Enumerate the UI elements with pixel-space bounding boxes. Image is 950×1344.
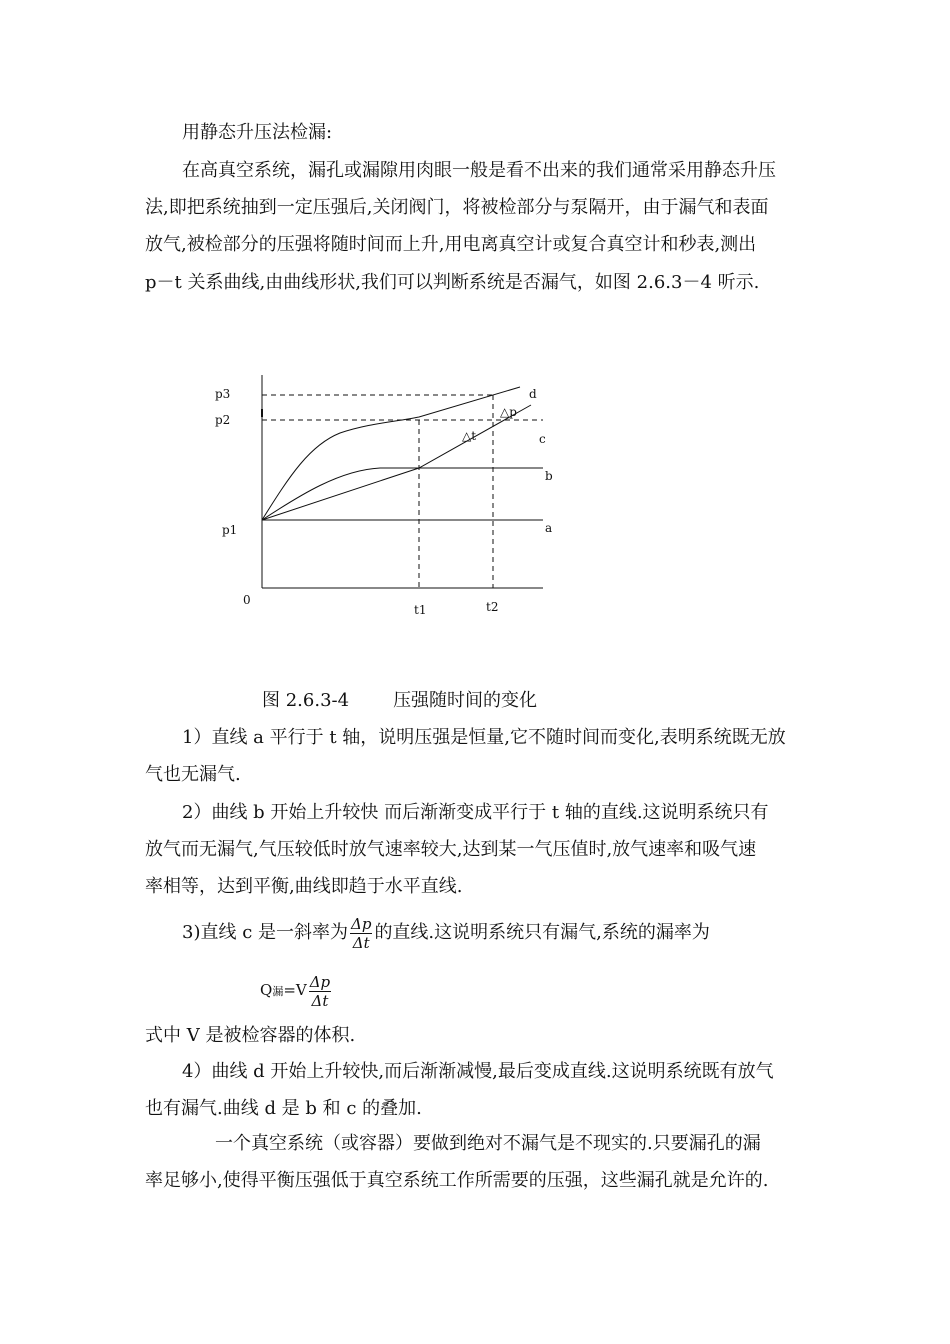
point-3-line	[182, 912, 710, 954]
caption-text: 压强随时间的变化	[393, 690, 538, 711]
formula-equals-v: =V	[283, 981, 307, 999]
point-2-line-1: 2）曲线 b 开始上升较快 而后渐渐变成平行于 t 轴的直线.这说明系统只有	[182, 802, 769, 823]
label-curve-d: d	[529, 387, 537, 401]
formula-denominator: Δt	[311, 991, 329, 1010]
point-3-prefix: 3)直线 c 是一斜率为	[182, 922, 348, 943]
curve-d-line	[262, 387, 520, 520]
volume-note: 式中 V 是被检容器的体积.	[145, 1025, 356, 1046]
label-p2: p2	[215, 413, 231, 427]
intro-line-2: 法,即把系统抽到一定压强后,关闭阀门，将被检部分与泵隔开，由于漏气和表面	[145, 197, 769, 218]
fraction-denominator: Δt	[352, 933, 370, 952]
closing-line-1: 一个真空系统（或容器）要做到绝对不漏气是不现实的.只要漏孔的漏	[215, 1133, 761, 1154]
curve-b-line	[262, 468, 543, 520]
point-1-line-1: 1）直线 a 平行于 t 轴，说明压强是恒量,它不随时间而变化,表明系统既无放	[182, 727, 786, 748]
point-3-suffix: 的直线.这说明系统只有漏气,系统的漏率为	[374, 922, 710, 943]
label-p3: p3	[215, 387, 231, 401]
pressure-time-chart	[200, 375, 580, 625]
slope-fraction	[350, 915, 372, 952]
label-t1: t1	[414, 603, 427, 617]
leak-rate-formula	[260, 968, 333, 1014]
point-4-line-1: 4）曲线 d 开始上升较快,而后渐渐减慢,最后变成直线.这说明系统既有放气	[182, 1061, 774, 1082]
section-heading: 用静态升压法检漏:	[182, 122, 333, 143]
label-origin: 0	[243, 593, 251, 607]
fraction-numerator: Δp	[351, 914, 372, 933]
curve-c-line	[262, 405, 531, 520]
formula-subscript: 漏	[272, 985, 284, 998]
point-2-line-2: 放气而无漏气,气压较低时放气速率较大,达到某一气压值时,放气速率和吸气速	[145, 839, 757, 860]
formula-numerator: Δp	[309, 972, 331, 991]
label-p1: p1	[222, 523, 238, 537]
label-delta-t: △t	[462, 429, 477, 443]
label-curve-b: b	[545, 469, 553, 483]
intro-line-4: p－t 关系曲线,由曲线形状,我们可以判断系统是否漏气，如图 2.6.3－4 听示.	[145, 272, 760, 293]
label-t2: t2	[486, 600, 499, 614]
intro-line-3: 放气,被检部分的压强将随时间而上升,用电离真空计或复合真空计和秒表,测出	[145, 234, 757, 255]
label-delta-p: △p	[500, 405, 517, 419]
label-curve-c: c	[539, 432, 546, 446]
formula-fraction	[309, 973, 331, 1010]
closing-line-2: 率足够小,使得平衡压强低于真空系统工作所需要的压强，这些漏孔就是允许的.	[145, 1170, 769, 1191]
caption-number: 图 2.6.3-4	[262, 690, 350, 711]
figure-caption	[262, 690, 537, 712]
point-2-line-3: 率相等，达到平衡,曲线即趋于水平直线.	[145, 876, 463, 897]
label-curve-a: a	[545, 521, 553, 535]
point-1-line-2: 气也无漏气.	[145, 764, 241, 785]
point-4-line-2: 也有漏气.曲线 d 是 b 和 c 的叠加.	[145, 1098, 422, 1119]
intro-line-1: 在高真空系统，漏孔或漏隙用肉眼一般是看不出来的我们通常采用静态升压	[182, 160, 776, 181]
formula-q: Q	[260, 981, 273, 999]
